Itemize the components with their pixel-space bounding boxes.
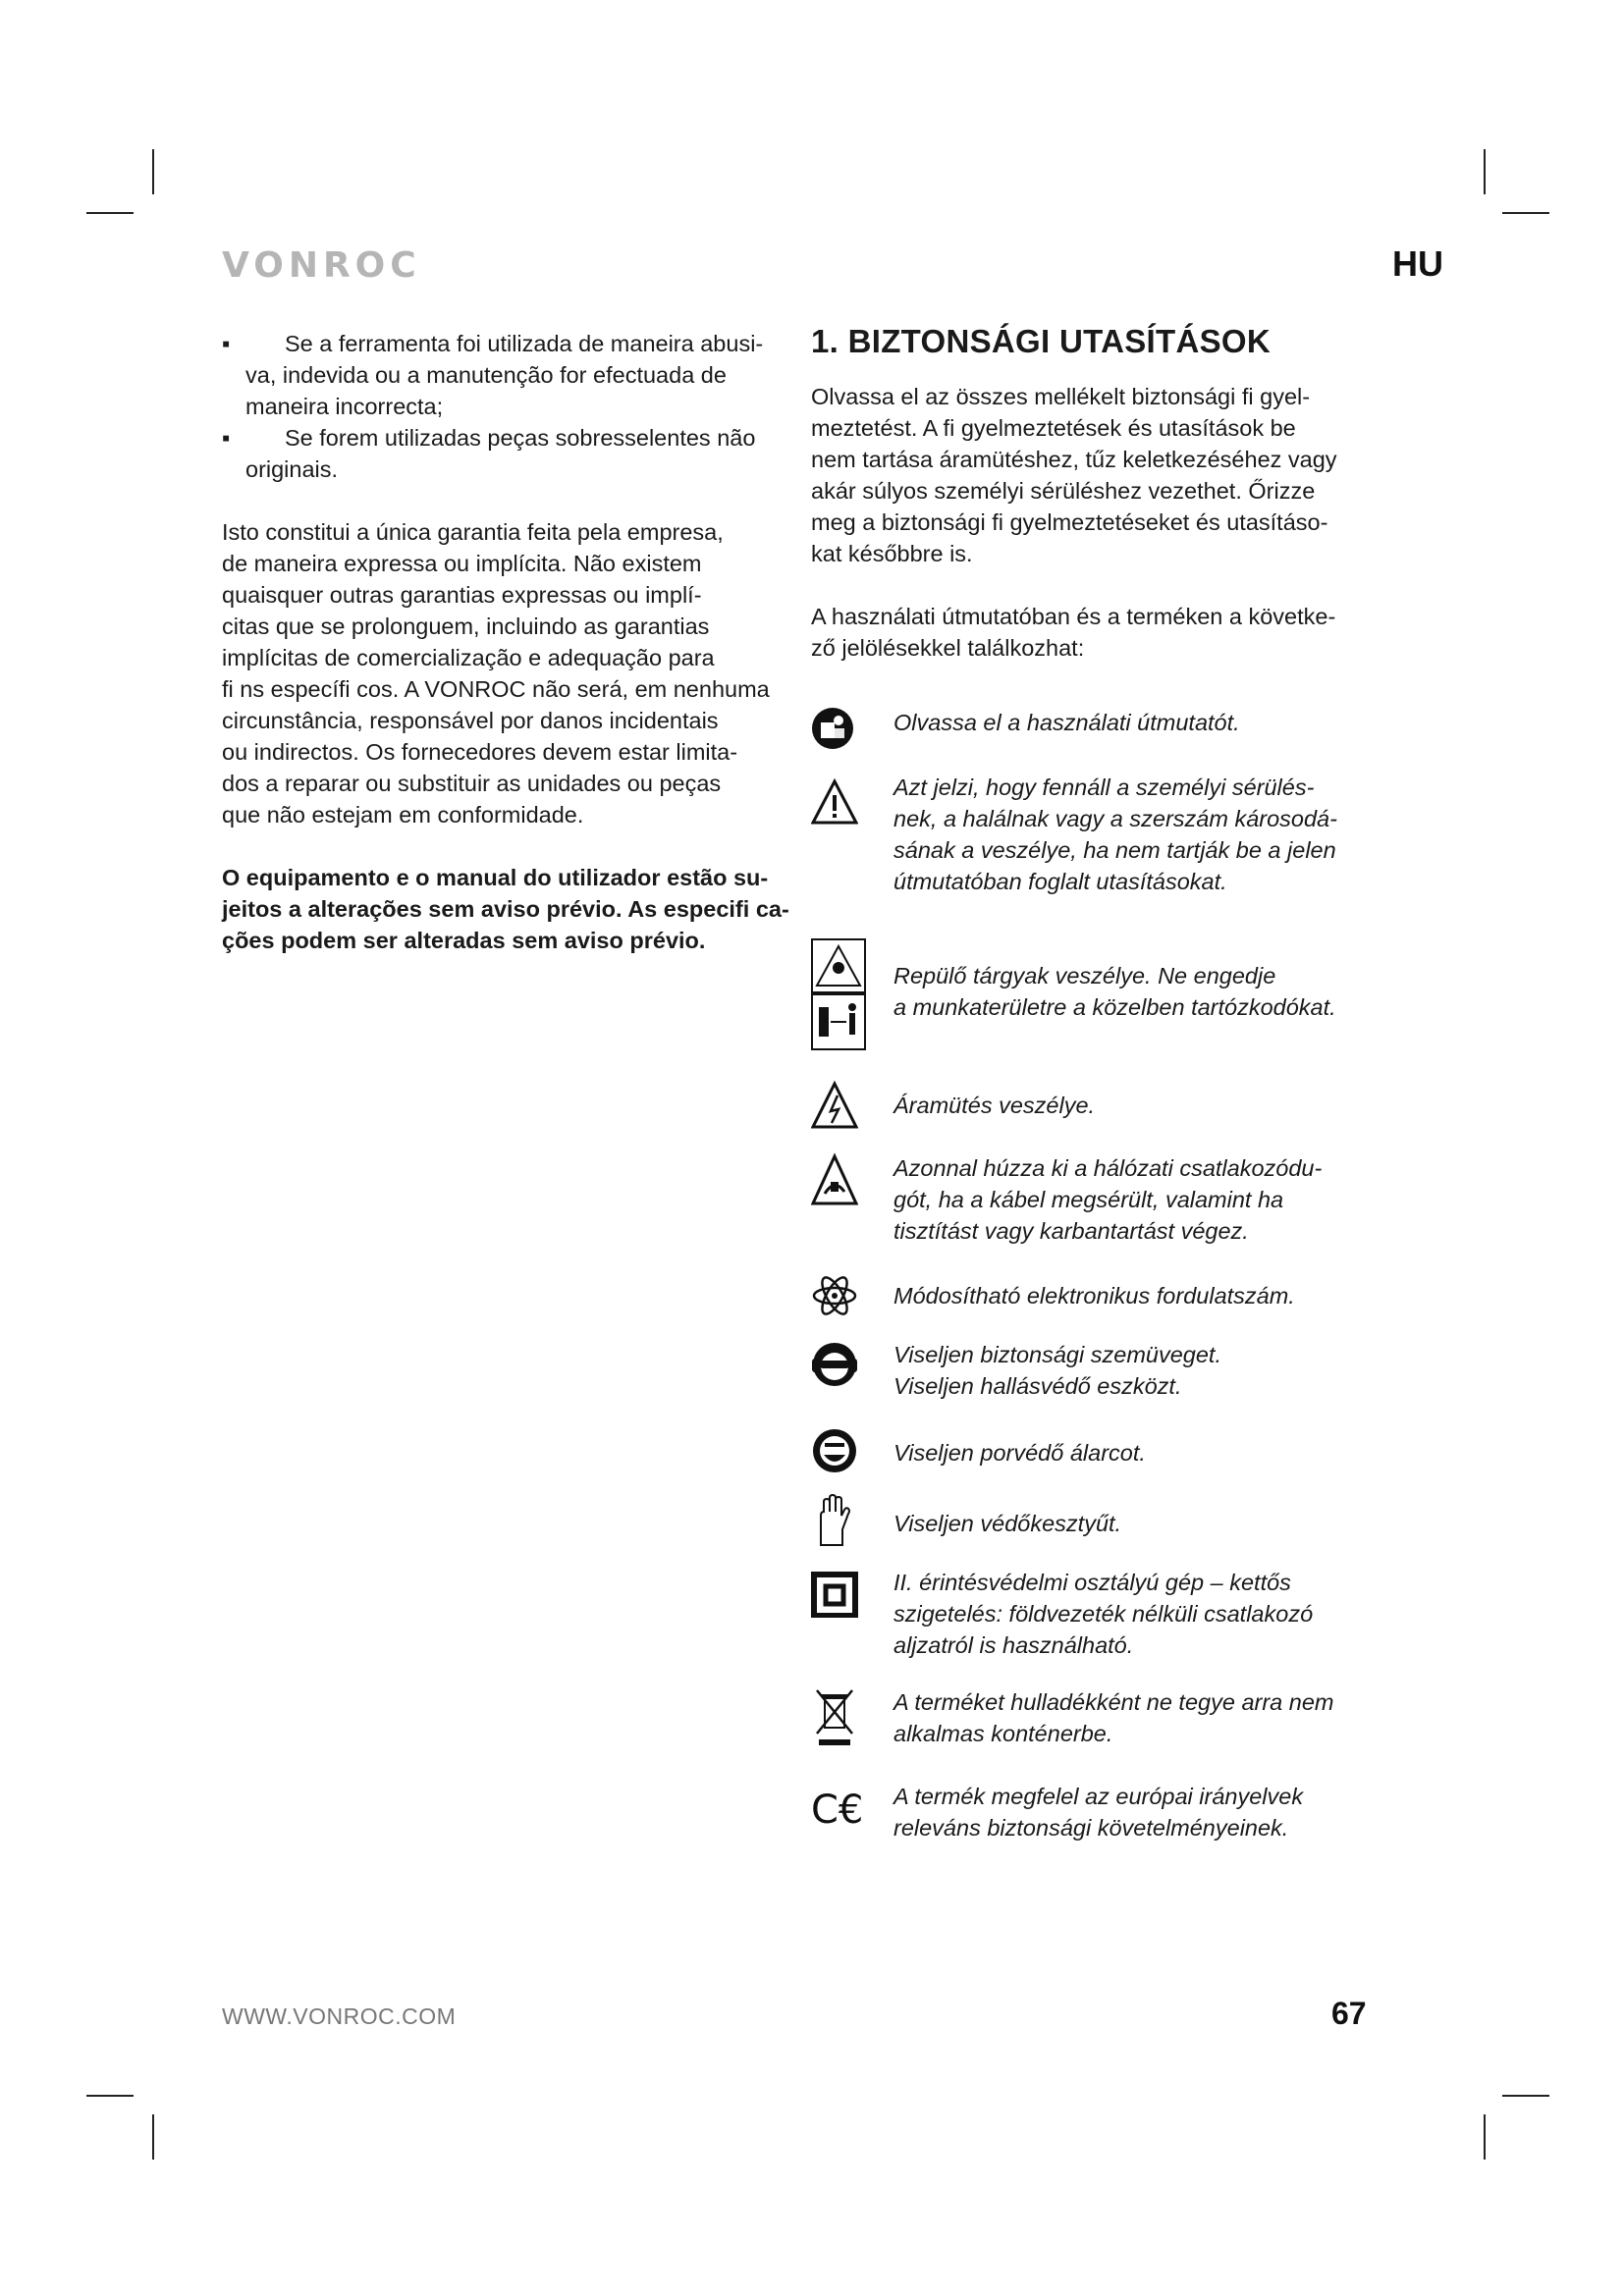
symbol-text: Olvassa el a használati útmutatót. — [893, 710, 1240, 735]
crop-mark-top-left-h — [86, 212, 134, 214]
change-notice: O equipamento e o manual do utilizador estão su- jeitos a alterações sem aviso prévio. As especifi ca- ções podem ser alteradas sem aviso prévio. — [222, 865, 789, 953]
symbol-text: Módosítható elektronikus fordulatszám. — [893, 1283, 1295, 1308]
markings-intro: A használati útmutatóban és a terméken a követke- ző jelölésekkel találkozhat: — [811, 604, 1336, 661]
symbol-text: A terméket hulladékként ne tegye arra nem alkalmas konténerbe. — [893, 1689, 1334, 1746]
symbol-text: Azt jelzi, hogy fennáll a személyi sérülés- nek, a halálnak vagy a szerszám károsodá- sának a veszélye, ha nem tartják be a jelen útmutatóban foglalt utasításokat. — [893, 774, 1337, 894]
weee-bin-icon — [811, 1686, 870, 1752]
brand-logo: VONROC — [222, 245, 421, 286]
bullet-marker: ▪ — [222, 331, 231, 356]
list-item — [222, 422, 795, 485]
symbol-text: Repülő tárgyak veszélye. Ne engedje a munkaterületre a közelben tartózkodókat. — [893, 963, 1336, 1020]
bullet-marker: ▪ — [222, 425, 231, 451]
crop-mark-bottom-right-h — [1502, 2095, 1549, 2097]
flying-objects-icon — [811, 938, 870, 1057]
left-column — [222, 328, 795, 956]
right-column — [811, 320, 1380, 664]
list-item-text: Se forem utilizadas peças sobresselentes não originais. — [245, 425, 756, 482]
crop-mark-bottom-left-h — [86, 2095, 134, 2097]
list-item — [222, 328, 795, 422]
dust-mask-icon — [811, 1425, 870, 1481]
warranty-paragraph: Isto constitui a única garantia feita pela empresa, de maneira expressa ou implícita. Não existem quaisquer outras garantias expressas ou implí- citas que se prolonguem, incluindo as garantias implícitas de comercialização e adequação para fi ns específi cos. A VONROC não será, em nenhuma circunstância, responsável por danos incidentais ou indirectos. Os fornecedores devem estar limita- dos a reparar ou substituir as unidades ou peças que não estejam em conformidade. — [222, 519, 770, 828]
goggles-earmuffs-icon — [811, 1339, 870, 1395]
symbol-text: Viseljen védőkesztyűt. — [893, 1511, 1122, 1536]
crop-mark-top-left-v — [152, 149, 154, 194]
symbol-text: Viseljen biztonsági szemüveget. Viseljen hallásvédő eszközt. — [893, 1342, 1221, 1399]
electronic-speed-icon — [811, 1272, 870, 1324]
electric-shock-icon — [811, 1080, 870, 1136]
crop-mark-top-right-v — [1484, 149, 1486, 194]
crop-mark-bottom-left-v — [152, 2114, 154, 2160]
language-code: HU — [1392, 243, 1443, 284]
crop-mark-top-right-h — [1502, 212, 1549, 214]
footer-url[interactable]: WWW.VONROC.COM — [222, 2003, 457, 2029]
safety-intro: Olvassa el az összes mellékelt biztonsági fi gyel- meztetést. A fi gyelmeztetések és utasítások be nem tartása áramütéshez, tűz keletkezéséhez vagy akár súlyos személyi sérüléshez vezethet. Őrizze meg a biztonsági fi gyelmeztetéseket és utasításo- kat későbbre is. — [811, 384, 1337, 566]
symbol-text: Viseljen porvédő álarcot. — [893, 1440, 1146, 1466]
symbol-text: Azonnal húzza ki a hálózati csatlakozódu- gót, ha a kábel megsérült, valamint ha tisztítást vagy karbantartást végez. — [893, 1155, 1323, 1244]
ce-mark-glyph: C€ — [811, 1788, 864, 1833]
page-number: 67 — [1331, 1996, 1367, 2031]
symbol-text: II. érintésvédelmi osztályú gép – kettős szigetelés: földvezeték nélküli csatlakozó aljzatról is használható. — [893, 1570, 1314, 1658]
unplug-icon — [811, 1152, 870, 1212]
ce-mark-icon — [811, 1781, 870, 1840]
section-heading: 1. BIZTONSÁGI UTASÍTÁSOK — [811, 323, 1272, 359]
gloves-icon — [811, 1494, 870, 1554]
symbol-text: A termék megfelel az európai irányelvek releváns biztonsági követelményeinek. — [893, 1784, 1304, 1841]
list-item-text: Se a ferramenta foi utilizada de maneira abusi- va, indevida ou a manutenção for efectuada de maneira incorrecta; — [245, 331, 764, 419]
warning-triangle-icon — [811, 772, 870, 839]
crop-mark-bottom-right-v — [1484, 2114, 1486, 2160]
symbol-text: Áramütés veszélye. — [893, 1093, 1096, 1118]
read-manual-icon — [811, 707, 870, 755]
double-insulation-icon — [811, 1567, 870, 1623]
